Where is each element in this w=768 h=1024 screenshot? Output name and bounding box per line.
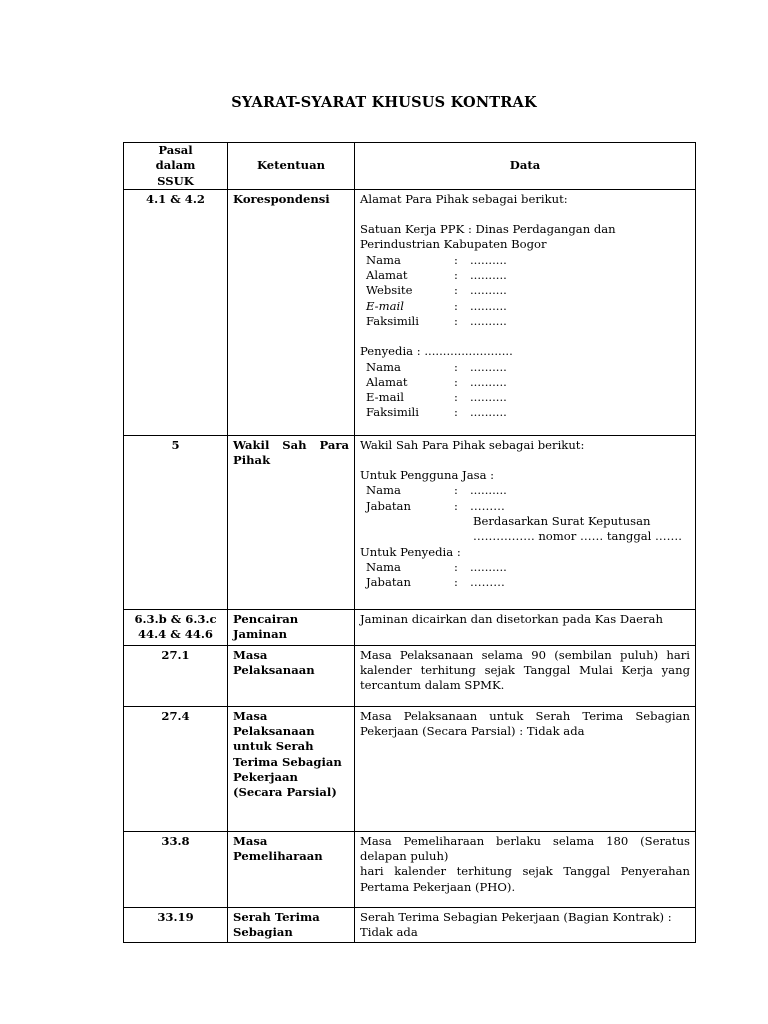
sk-line: Berdasarkan Surat Keputusan [473, 514, 651, 529]
field-value: .......... [470, 405, 507, 420]
pasal-cell: 5 [124, 435, 228, 609]
field-value: ……… [470, 575, 505, 590]
field-label: Website [366, 283, 413, 298]
table-row [124, 645, 696, 706]
field-value: .......... [470, 252, 507, 267]
pasal-cell: 27.4 [124, 706, 228, 831]
data-cell [355, 831, 696, 907]
field-row: E-mail : .......... [366, 390, 507, 405]
ppk-line: Satuan Kerja PPK : Dinas Perdagangan dan Perindustrian Kabupaten Bogor [360, 222, 616, 252]
field-value: .......... [470, 298, 507, 313]
field-label: Nama [366, 252, 401, 267]
field-value: .......... [470, 313, 507, 328]
field-row: Website : .......... [366, 283, 507, 298]
field-value: .......... [470, 559, 507, 574]
field-label: Alamat [366, 374, 408, 389]
field-label: Nama [366, 483, 401, 498]
field-row: Jabatan : ……… [366, 498, 505, 513]
ketentuan-cell: Serah Terima Sebagian [228, 907, 355, 943]
data-intro: Wakil Sah Para Pihak sebagai berikut: [360, 437, 585, 452]
data-cell [355, 435, 696, 609]
ketentuan-cell: Pencairan Jaminan [228, 609, 355, 645]
table-header-row [124, 143, 696, 190]
field-value: .......... [470, 268, 507, 283]
data-cell: Masa Pelaksanaan untuk Serah Terima Sebagian Pekerjaan (Secara Parsial) : Tidak ada [355, 706, 696, 831]
table-row [124, 435, 696, 609]
field-label: Faksimili [366, 313, 419, 328]
pengguna-line: Untuk Pengguna Jasa : [360, 468, 495, 483]
data-line: hari kalender terhitung sejak Tanggal Penyerahan Pertama Pekerjaan (PHO). [360, 864, 690, 894]
field-row: Nama : .......... [366, 559, 507, 574]
penyedia-line: Penyedia : ........................ [360, 344, 513, 359]
field-value: .......... [470, 390, 507, 405]
field-value: ……… [470, 498, 505, 513]
field-row: Nama : .......... [366, 359, 507, 374]
pasal-cell: 6.3.b & 6.3.c 44.4 & 44.6 [124, 609, 228, 645]
ketentuan-cell: Wakil Sah Para Pihak [228, 435, 355, 609]
header-ketentuan: Ketentuan [228, 143, 355, 190]
header-data: Data [355, 143, 696, 190]
field-label: Jabatan [366, 575, 411, 590]
table-row [124, 907, 696, 943]
field-value: .......... [470, 374, 507, 389]
pasal-cell: 4.1 & 4.2 [124, 189, 228, 435]
field-label: E-mail [366, 298, 404, 313]
ketentuan-cell: Masa Pemeliharaan [228, 831, 355, 907]
data-intro: Alamat Para Pihak sebagai berikut: [360, 191, 568, 206]
data-cell: Jaminan dicairkan dan disetorkan pada Kas Daerah [355, 609, 696, 645]
table-row [124, 706, 696, 831]
sk-number-line: ……………. nomor …… tanggal ……. [473, 529, 682, 544]
syarat-khusus-table [123, 142, 696, 943]
field-label: Jabatan [366, 498, 411, 513]
field-value: .......... [470, 359, 507, 374]
data-cell: Serah Terima Sebagian Pekerjaan (Bagian Kontrak) : Tidak ada [355, 907, 696, 943]
field-row: Alamat : .......... [366, 268, 507, 283]
field-row: Nama : .......... [366, 252, 507, 267]
field-row: Faksimili : .......... [366, 405, 507, 420]
field-label: Alamat [366, 268, 408, 283]
penyedia-line: Untuk Penyedia : [360, 544, 461, 559]
field-label: Faksimili [366, 405, 419, 420]
table-row [124, 189, 696, 435]
ketentuan-cell: Masa Pelaksanaan untuk Serah Terima Sebagian Pekerjaan (Secara Parsial) [228, 706, 355, 831]
field-row: E-mail : .......... [366, 298, 507, 313]
field-label: Nama [366, 559, 401, 574]
field-label: Nama [366, 359, 401, 374]
pasal-cell: 27.1 [124, 645, 228, 706]
pasal-cell: 33.8 [124, 831, 228, 907]
table-row [124, 609, 696, 645]
document-title: SYARAT-SYARAT KHUSUS KONTRAK [231, 94, 537, 111]
field-row: Faksimili : .......... [366, 313, 507, 328]
ketentuan-cell: Korespondensi [228, 189, 355, 435]
field-row: Alamat : .......... [366, 374, 507, 389]
field-label: E-mail [366, 390, 404, 405]
pasal-cell: 33.19 [124, 907, 228, 943]
field-row: Nama : .......... [366, 483, 507, 498]
field-value: .......... [470, 283, 507, 298]
data-cell [355, 189, 696, 435]
data-cell: Masa Pelaksanaan selama 90 (sembilan puluh) hari kalender terhitung sejak Tanggal Mulai Kerja yang tercantum dalam SPMK. [355, 645, 696, 706]
ketentuan-cell: Masa Pelaksanaan [228, 645, 355, 706]
table-row [124, 831, 696, 907]
data-line: Masa Pemeliharaan berlaku selama 180 (Seratus delapan puluh) [360, 833, 690, 864]
field-value: .......... [470, 483, 507, 498]
header-pasal: Pasal dalam SSUK [124, 143, 228, 190]
field-row: Jabatan : ……… [366, 575, 505, 590]
